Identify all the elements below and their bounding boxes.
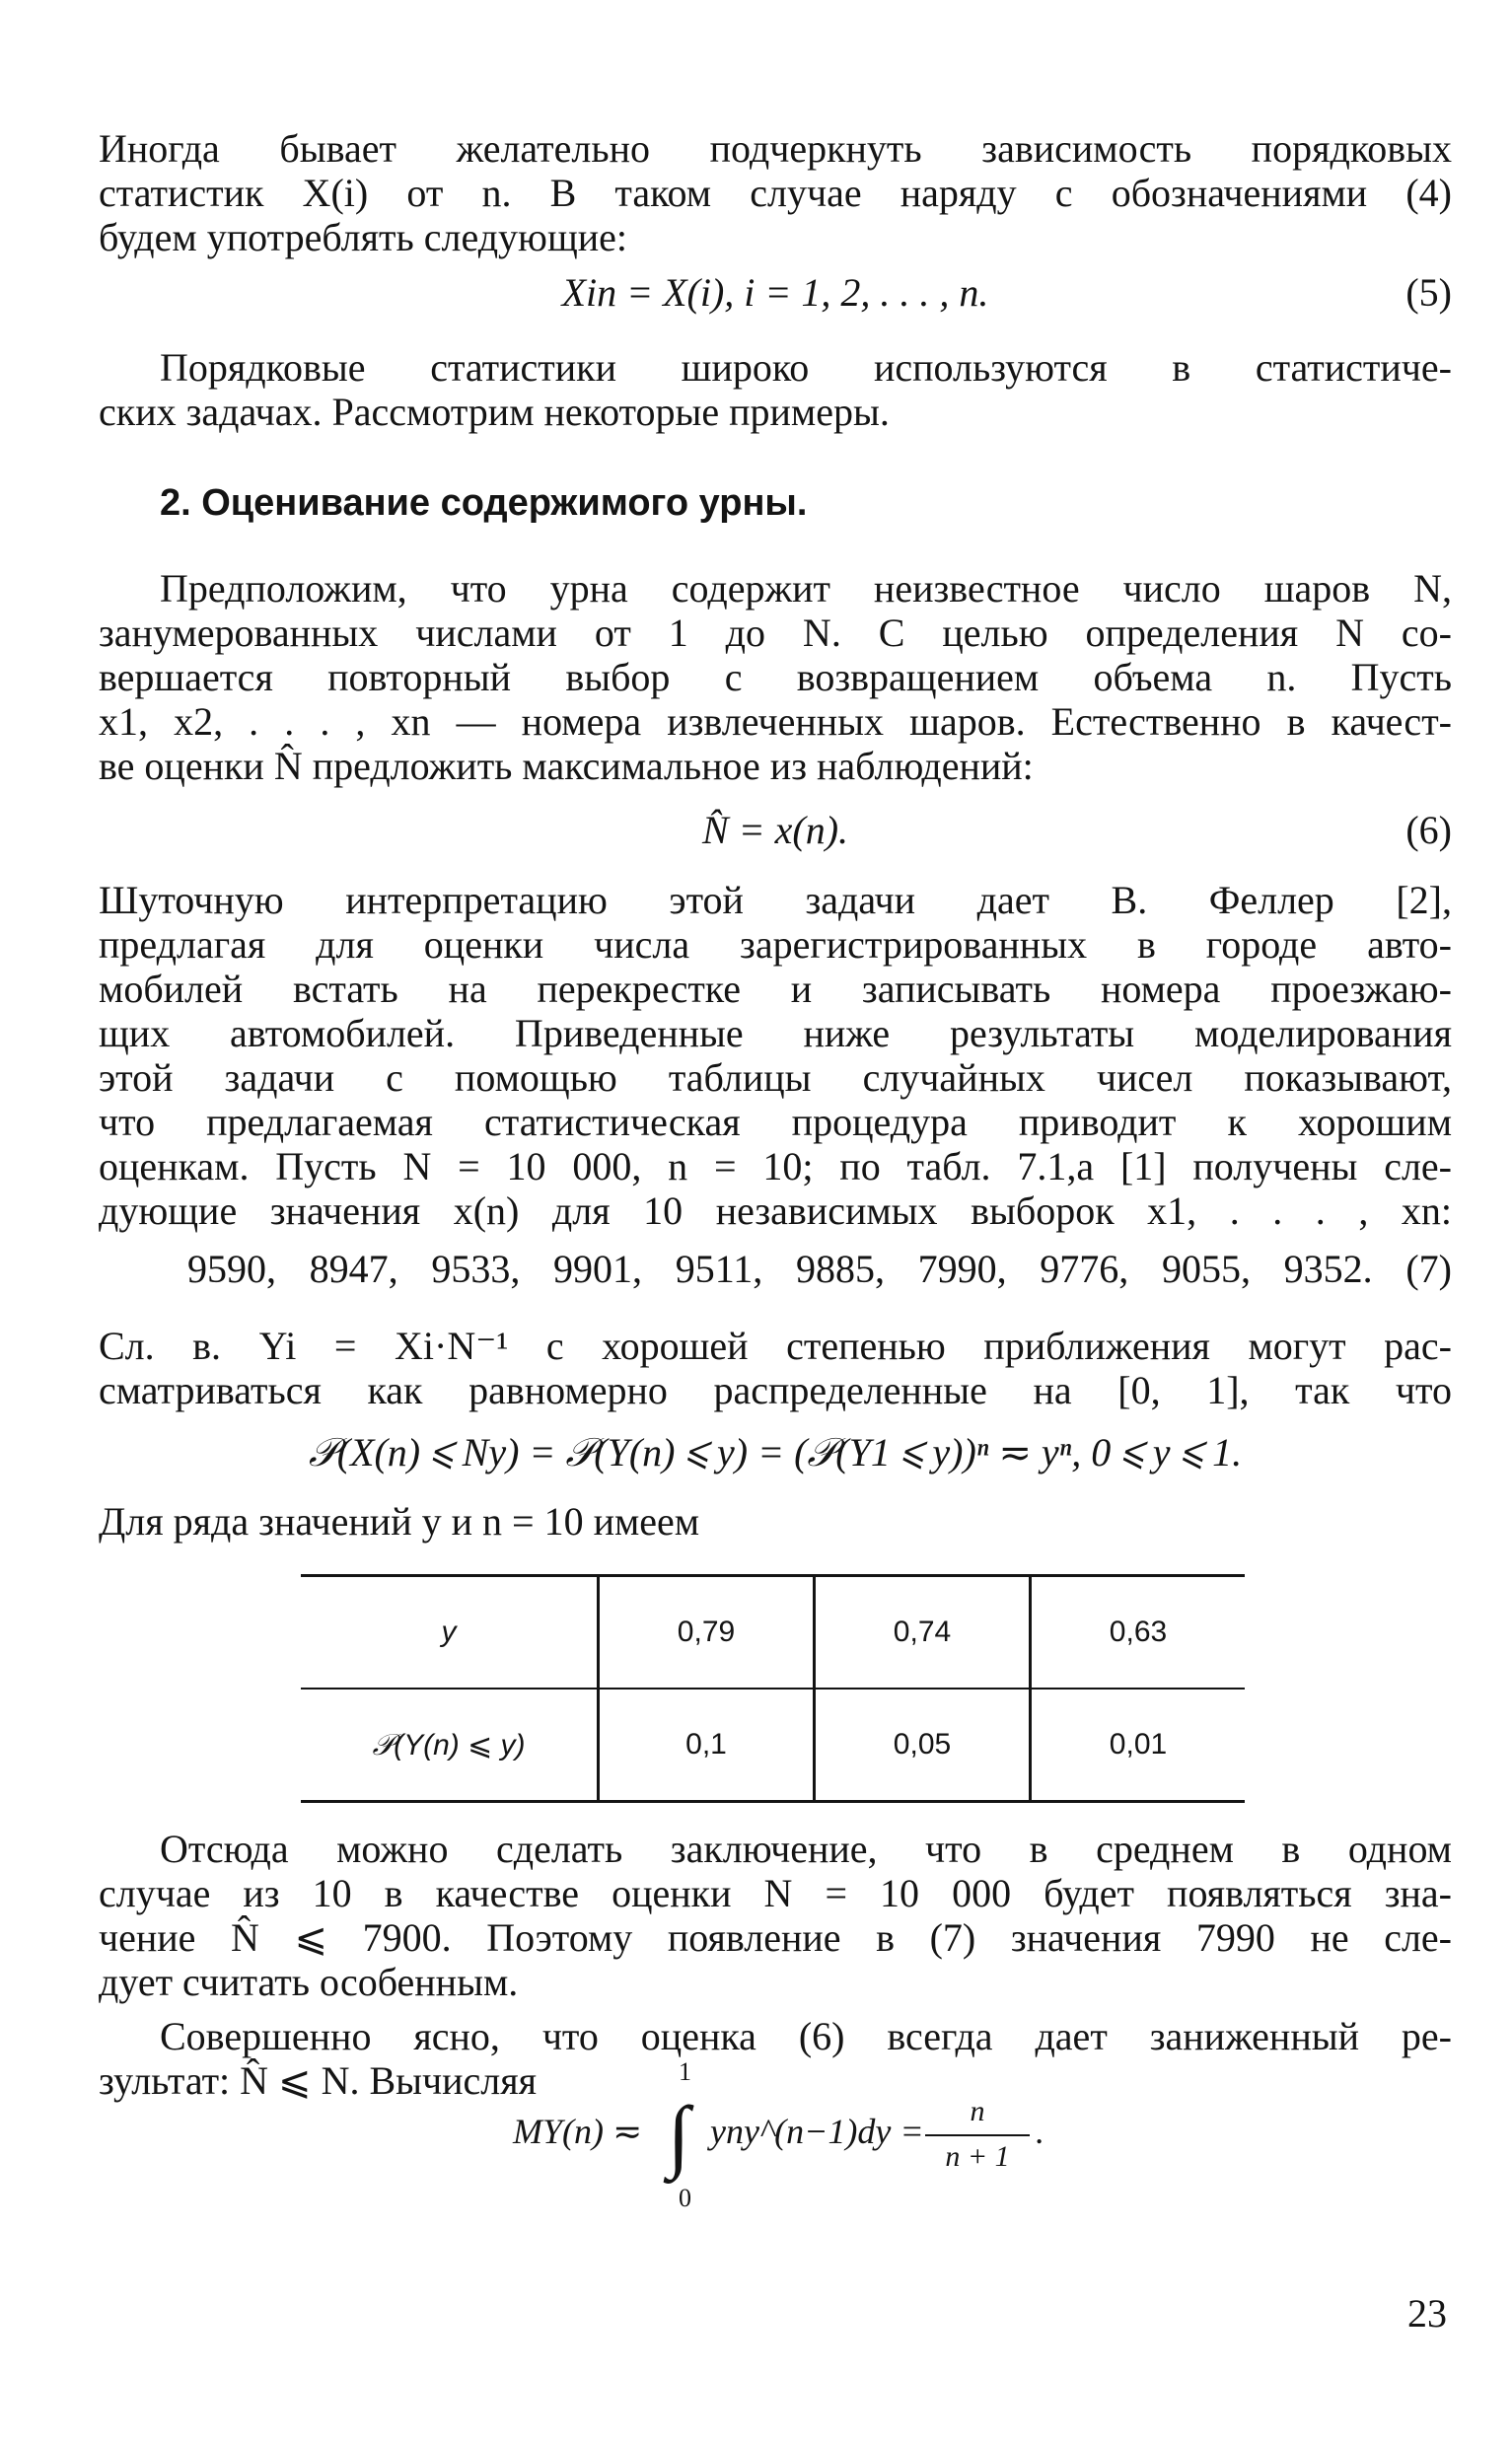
equation-number: (5) <box>1405 270 1452 315</box>
integral-sign: ∫ <box>668 2090 690 2180</box>
integrand: yny^(n−1)dy = <box>710 2112 924 2151</box>
text-line: Совершенно ясно, что оценка (6) всегда дает заниженный ре- <box>160 2014 1452 2058</box>
equation-integral <box>493 2051 1085 2212</box>
text-line: оценкам. Пусть N = 10 000, n = 10; по табл. 7.1,а [1] получены сле- <box>99 1144 1452 1188</box>
fraction-numerator: n <box>970 2095 985 2127</box>
page-number: 23 <box>1407 2291 1447 2336</box>
paragraph-uniform <box>99 1324 1452 1412</box>
text-line: чение N̂ ⩽ 7900. Поэтому появление в (7) значения 7990 не сле- <box>99 1915 1452 1960</box>
equation-7-values: 9590, 8947, 9533, 9901, 9511, 9885, 7990, 9776, 9055, 9352. (7) <box>187 1247 1452 1291</box>
paragraph-feller <box>99 878 1452 1233</box>
equation-5 <box>99 268 1452 318</box>
paragraph-conclusion <box>99 1827 1452 2004</box>
text-line: что предлагаемая статистическая процедура приводит к хорошим <box>99 1100 1452 1144</box>
text-line: занумерованных числами от 1 до N. С целью определения N со- <box>99 611 1452 655</box>
text-line: Для ряда значений y и n = 10 имеем <box>99 1499 700 1544</box>
paragraph-examples <box>99 345 1452 434</box>
table-cell: 0,01 <box>1031 1689 1246 1802</box>
integral-lhs: MY(n) ≂ <box>513 2112 643 2151</box>
table-row <box>301 1576 1245 1690</box>
table-cell: 0,74 <box>815 1576 1031 1690</box>
text-line: будем употреблять следующие: <box>99 215 628 259</box>
text-line: сматриваться как равномерно распределенные на [0, 1], так что <box>99 1368 1452 1412</box>
section-heading: 2. Оценивание содержимого урны. <box>160 482 808 524</box>
equation-number: (6) <box>1405 808 1452 852</box>
text-line: Предположим, что урна содержит неизвестное число шаров N, <box>160 566 1452 611</box>
text-line: предлагая для оценки числа зарегистрированных в городе авто- <box>99 922 1452 967</box>
table-row-label: 𝒫(Y(n) ⩽ y) <box>301 1689 599 1802</box>
text-line: этой задачи с помощью таблицы случайных чисел показывают, <box>99 1055 1452 1100</box>
text-line: дует считать особенным. <box>99 1960 519 2004</box>
table-cell: 0,79 <box>599 1576 815 1690</box>
text-line: ве оценки N̂ предложить максимальное из наблюдений: <box>99 744 1034 788</box>
text-line: Шуточную интерпретацию этой задачи дает В. Феллер [2], <box>99 878 1452 922</box>
table-cell: 0,63 <box>1031 1576 1246 1690</box>
probability-table <box>301 1574 1245 1803</box>
integral-upper-limit: 1 <box>679 2057 691 2086</box>
text-line: Сл. в. Yi = Xi·N⁻¹ с хорошей степенью приближения могут рас- <box>99 1324 1452 1368</box>
table-row-label: y <box>301 1576 599 1690</box>
equation-body: 𝒫(X(n) ⩽ Ny) = 𝒫(Y(n) ⩽ y) = (𝒫(Y1 ⩽ y))ⁿ ≂ yⁿ, 0 ⩽ y ⩽ 1. <box>308 1430 1243 1474</box>
formula-end-period: . <box>1036 2112 1044 2151</box>
text-line: статистик X(i) от n. В таком случае наряду с обозначениями (4) <box>99 171 1452 215</box>
text-line: случае из 10 в качестве оценки N = 10 000 будет появляться зна- <box>99 1871 1452 1915</box>
text-line: Порядковые статистики широко используются в статистиче- <box>160 345 1452 390</box>
paragraph-table-intro <box>99 1499 1452 1544</box>
table-row <box>301 1689 1245 1802</box>
text-line: щих автомобилей. Приведенные ниже результаты моделирования <box>99 1011 1452 1055</box>
fraction-denominator: n + 1 <box>945 2140 1010 2173</box>
text-line: x1, x2, . . . , xn — номера извлеченных шаров. Естественно в качест- <box>99 699 1452 744</box>
equation-probability <box>99 1428 1452 1477</box>
equation-6 <box>99 806 1452 855</box>
fraction-bar <box>925 2134 1030 2136</box>
text-line: зультат: N̂ ⩽ N. Вычисляя <box>99 2058 538 2103</box>
table-cell: 0,1 <box>599 1689 815 1802</box>
paragraph-order-statistics <box>99 126 1452 259</box>
paragraph-urn-problem <box>99 566 1452 788</box>
text-line: Иногда бывает желательно подчеркнуть зависимость порядковых <box>99 126 1452 171</box>
table-cell: 0,05 <box>815 1689 1031 1802</box>
equation-body: Xin = X(i), i = 1, 2, . . . , n. <box>561 270 989 315</box>
text-line: ских задачах. Рассмотрим некоторые примеры. <box>99 390 890 434</box>
text-line: вершается повторный выбор с возвращением объема n. Пусть <box>99 655 1452 699</box>
text-line: дующие значения x(n) для 10 независимых выборок x1, . . . , xn: <box>99 1188 1452 1233</box>
integral-lower-limit: 0 <box>679 2184 691 2212</box>
text-line: Отсюда можно сделать заключение, что в среднем в одном <box>160 1827 1452 1871</box>
equation-body: N̂ = x(n). <box>701 808 849 852</box>
text-line: мобилей встать на перекрестке и записывать номера проезжаю- <box>99 967 1452 1011</box>
